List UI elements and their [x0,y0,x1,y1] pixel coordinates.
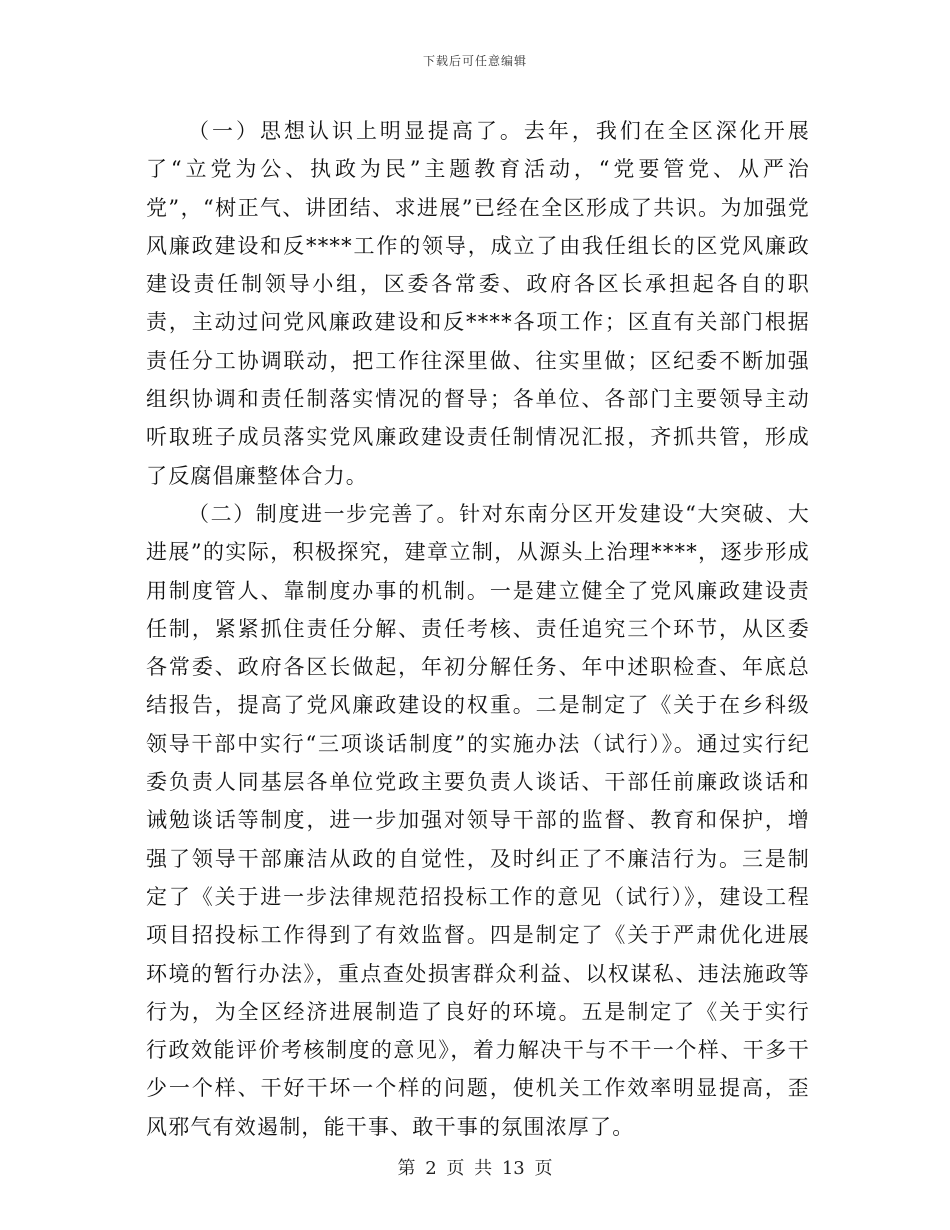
paragraph-ideological-awareness: （一）思想认识上明显提高了。去年，我们在全区深化开展了“立党为公、执政为民”主题教育活动，“党要管党、从严治党”，“树正气、讲团结、求进展”已经在全区形成了共识。为加强党风廉政建设和反****工作的领导，成立了由我任组长的区党风廉政建设责任制领导小组，区委各常委、政府各区长承担起各自的职责，主动过问党风廉政建设和反****各项工作；区直有关部门根据责任分工协调联动，把工作往深里做、往实里做；区纪委不断加强组织协调和责任制落实情况的督导；各单位、各部门主要领导主动听取班子成员落实党风廉政建设责任制情况汇报，齐抓共管，形成了反腐倡廉整体合力。 [146,119,810,488]
page-footer: 第 2 页 共 13 页 [397,1158,553,1179]
document-body [146,112,810,1146]
paragraph-institutional-system: （二）制度进一步完善了。针对东南分区开发建设“大突破、大进展”的实际，积极探究，建章立制，从源头上治理****，逐步形成用制度管人、靠制度办事的机制。一是建立健全了党风廉政建设责任制，紧紧抓住责任分解、责任考核、责任追究三个环节，从区委各常委、政府各区长做起，年初分解任务、年中述职检查、年底总结报告，提高了党风廉政建设的权重。二是制定了《关于在乡科级领导干部中实行“三项谈话制度”的实施办法（试行）》。通过实行纪委负责人同基层各单位党政主要负责人谈话、干部任前廉政谈话和诫勉谈话等制度，进一步加强对领导干部的监督、教育和保护，增强了领导干部廉洁从政的自觉性，及时纠正了不廉洁行为。三是制定了《关于进一步法律规范招投标工作的意见（试行）》，建设工程项目招投标工作得到了有效监督。四是制定了《关于严肃优化进展环境的暂行办法》，重点查处损害群众利益、以权谋私、违法施政等行为，为全区经济进展制造了良好的环境。五是制定了《关于实行行政效能评价考核制度的意见》，着力解决干与不干一个样、干多干少一个样、干好干坏一个样的问题，使机关工作效率明显提高，歪风邪气有效遏制，能干事、敢干事的氛围浓厚了。 [146,501,810,1139]
page-header: 下载后可任意编辑 [422,54,527,68]
